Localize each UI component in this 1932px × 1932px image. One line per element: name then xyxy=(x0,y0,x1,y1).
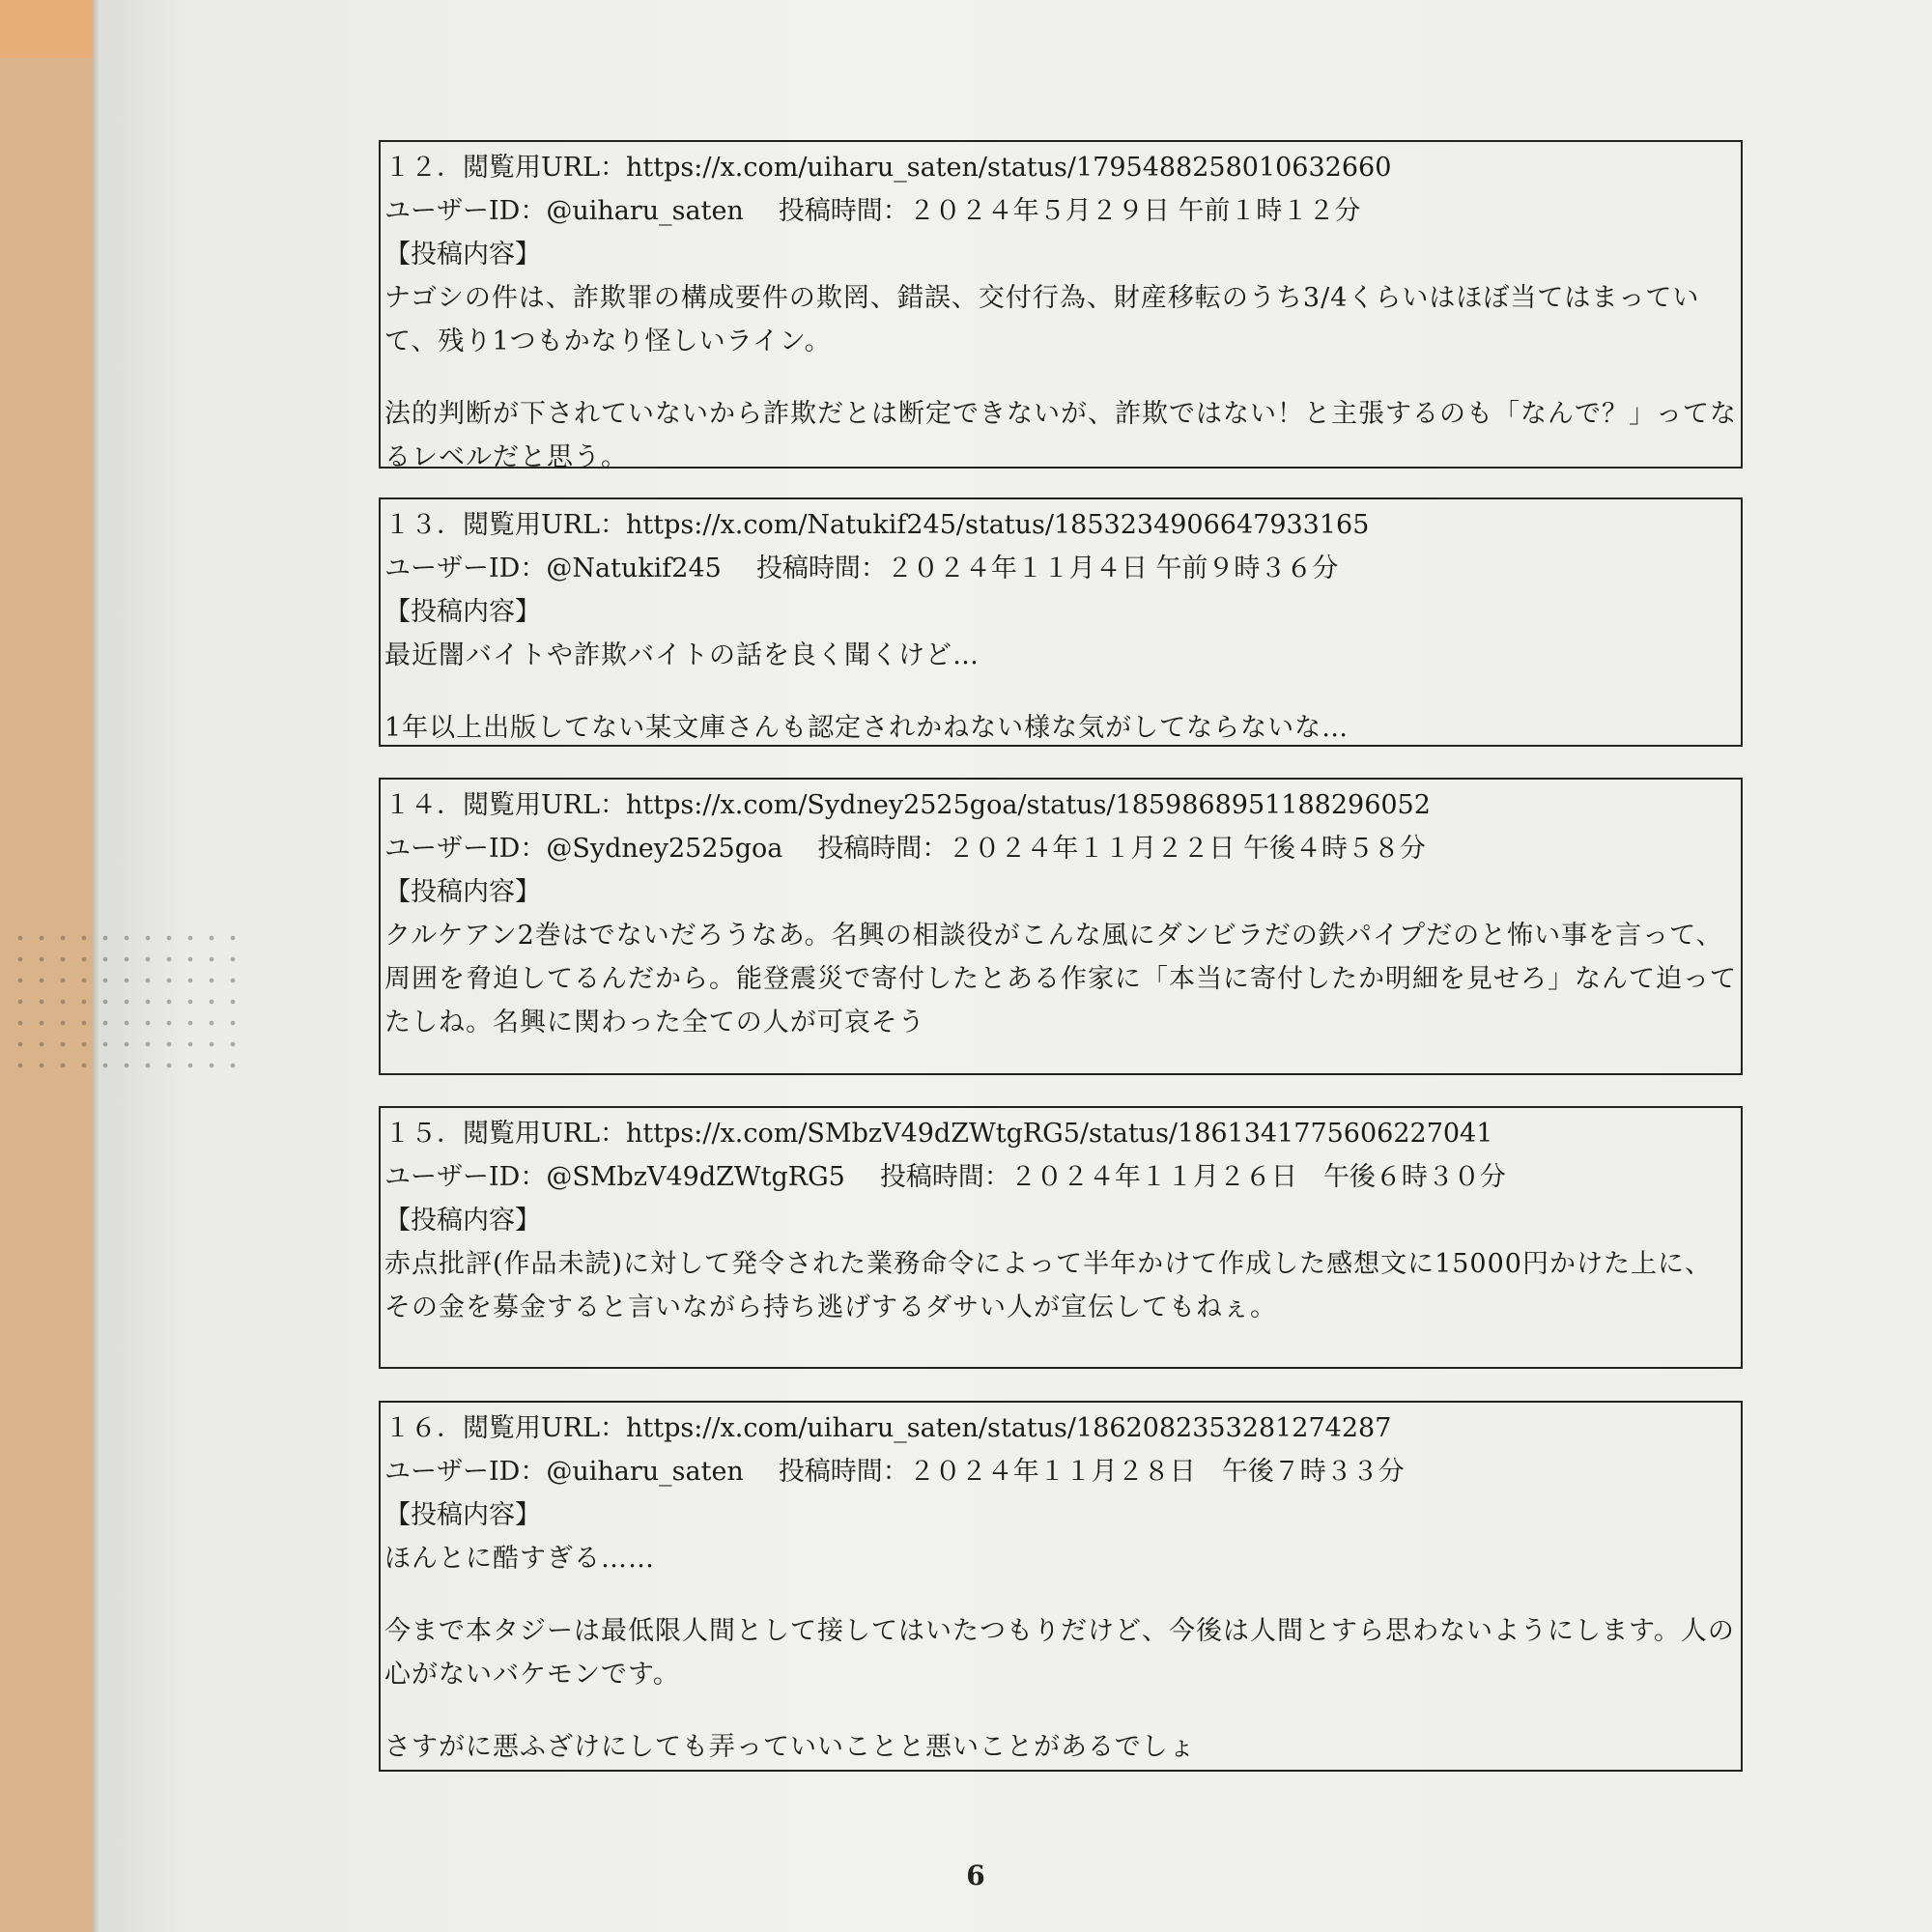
post-entry-15 xyxy=(379,1106,1743,1369)
entry-number: １５． xyxy=(384,1119,463,1149)
user-id: @uiharu_saten xyxy=(546,1457,744,1487)
entry-header xyxy=(384,1406,1737,1450)
entry-meta xyxy=(384,547,1737,590)
entry-meta xyxy=(384,1450,1737,1493)
entry-url: https://x.com/uiharu_saten/status/1795488258010632660 xyxy=(626,153,1392,183)
user-label: ユーザーID： xyxy=(384,554,547,583)
time-label: 投稿時間： xyxy=(817,834,949,864)
entry-header xyxy=(384,146,1737,189)
entry-number: １２． xyxy=(384,153,463,183)
url-label: 閲覧用URL： xyxy=(463,153,627,183)
entry-meta xyxy=(384,189,1737,233)
post-paragraph: クルケアン2巻はでないだろうなあ。名興の相談役がこんな風にダンビラだの鉄パイプだのと怖い事を言って、周囲を脅迫してるんだから。能登震災で寄付したとある作家に「本当に寄付したか明細を見せろ」なんて迫ってたしね。名興に関わった全ての人が可哀そう xyxy=(384,921,1737,1037)
entry-header xyxy=(384,503,1737,547)
post-time: ２０２４年１１月４日 午前９時３６分 xyxy=(886,554,1339,583)
post-entry-16 xyxy=(379,1401,1743,1772)
user-id: @Natukif245 xyxy=(546,554,722,583)
post-paragraph: 今まで本タジーは最低限人間として接してはいたつもりだけど、今後は人間とすら思わないようにします。人の心がないバケモンです。 xyxy=(384,1616,1735,1690)
url-label: 閲覧用URL： xyxy=(463,510,627,540)
entry-url: https://x.com/Natukif245/status/1853234906647933165 xyxy=(626,510,1370,540)
url-label: 閲覧用URL： xyxy=(463,1413,627,1443)
user-label: ユーザーID： xyxy=(384,196,547,226)
time-label: 投稿時間： xyxy=(778,196,909,226)
user-id: @Sydney2525goa xyxy=(546,834,783,864)
entry-header xyxy=(384,783,1737,827)
time-label: 投稿時間： xyxy=(778,1457,909,1487)
user-id: @uiharu_saten xyxy=(546,196,744,226)
user-label: ユーザーID： xyxy=(384,834,547,864)
entry-meta xyxy=(384,827,1737,870)
entry-number: １６． xyxy=(384,1413,463,1443)
post-time: ２０２４年１１月２６日 午後６時３０分 xyxy=(1009,1162,1506,1192)
post-paragraph: 赤点批評(作品未読)に対して発令された業務命令によって半年かけて作成した感想文に15000円かけた上に、その金を募金すると言いながら持ち逃げするダサい人が宣伝してもねぇ。 xyxy=(384,1249,1712,1322)
post-entry-13 xyxy=(379,497,1743,747)
post-paragraph: 最近闇バイトや詐欺バイトの話を良く聞くけど… xyxy=(384,640,980,670)
content-label: 【投稿内容】 xyxy=(384,1206,541,1236)
content-label: 【投稿内容】 xyxy=(384,877,541,907)
entry-url: https://x.com/Sydney2525goa/status/1859868951188296052 xyxy=(626,790,1431,820)
time-label: 投稿時間： xyxy=(879,1162,1010,1192)
post-time: ２０２４年１１月２２日 午後４時５８分 xyxy=(948,834,1426,864)
post-paragraph: ほんとに酷すぎる…… xyxy=(384,1544,655,1574)
post-paragraph: 1年以上出版してない某文庫さんも認定されかねない様な気がしてならないな… xyxy=(384,713,1350,743)
post-paragraph: 法的判断が下されていないから詐欺だとは断定できないが、詐欺ではない！と主張するのも「なんで？」ってなるレベルだと思う。 xyxy=(384,399,1737,472)
entry-number: １３． xyxy=(384,510,463,540)
entry-header xyxy=(384,1112,1737,1155)
post-paragraph: ナゴシの件は、詐欺罪の構成要件の欺罔、錯誤、交付行為、財産移転のうち3/4くらいはほぼ当てはまっていて、残り1つもかなり怪しいライン。 xyxy=(384,283,1700,356)
entry-meta xyxy=(384,1155,1737,1199)
content-label: 【投稿内容】 xyxy=(384,1500,541,1530)
entry-url: https://x.com/SMbzV49dZWtgRG5/status/1861341775606227041 xyxy=(626,1119,1493,1149)
post-paragraph: さすがに悪ふざけにしても弄っていいことと悪いことがあるでしょ xyxy=(384,1732,1196,1762)
entry-number: １４． xyxy=(384,790,463,820)
content-label: 【投稿内容】 xyxy=(384,240,541,270)
desk-corner xyxy=(0,0,97,58)
post-time: ２０２４年５月２９日 午前１時１２分 xyxy=(908,196,1361,226)
time-label: 投稿時間： xyxy=(755,554,887,583)
user-id: @SMbzV49dZWtgRG5 xyxy=(546,1162,845,1192)
page-number: 6 xyxy=(966,1860,985,1891)
post-time: ２０２４年１１月２８日 午後７時３３分 xyxy=(908,1457,1405,1487)
entry-url: https://x.com/uiharu_saten/status/1862082353281274287 xyxy=(626,1413,1392,1443)
post-entry-12 xyxy=(379,140,1743,472)
content-label: 【投稿内容】 xyxy=(384,597,541,627)
post-entry-14 xyxy=(379,778,1743,1075)
user-label: ユーザーID： xyxy=(384,1162,547,1192)
user-label: ユーザーID： xyxy=(384,1457,547,1487)
url-label: 閲覧用URL： xyxy=(463,1119,627,1149)
dot-pattern-decoration xyxy=(10,927,251,1072)
url-label: 閲覧用URL： xyxy=(463,790,627,820)
